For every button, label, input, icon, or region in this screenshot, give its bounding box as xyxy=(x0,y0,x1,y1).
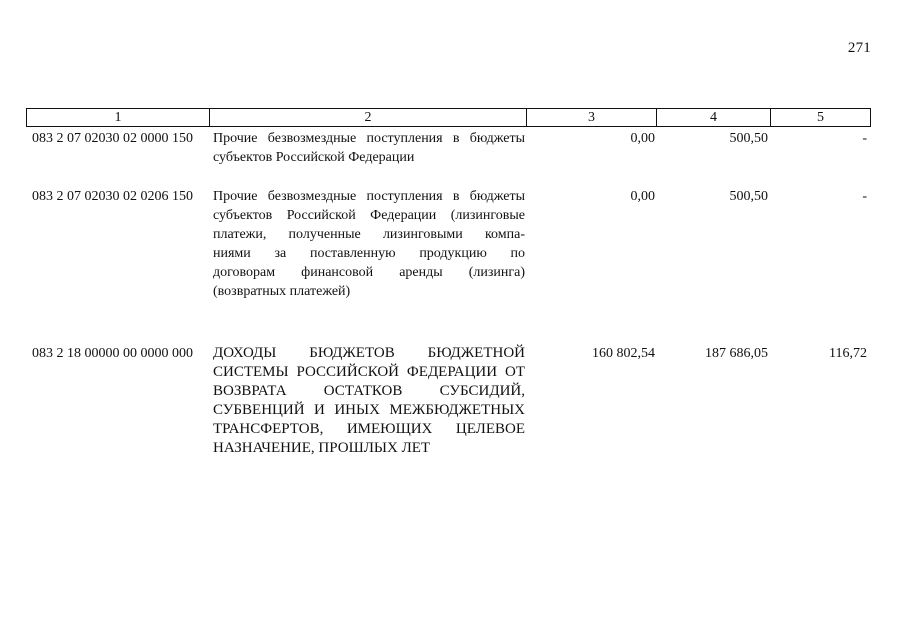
row-value-col4: 187 686,05 xyxy=(705,346,768,361)
row-name-line: ДОХОДЫ БЮДЖЕТОВ БЮДЖЕТНОЙ xyxy=(213,345,525,361)
row-code: 083 2 07 02030 02 0206 150 xyxy=(32,189,193,204)
row-name-line: ТРАНСФЕРТОВ, ИМЕЮЩИХ ЦЕЛЕВОЕ xyxy=(213,421,525,437)
row-name xyxy=(213,344,525,458)
row-name-line: ниями за поставленную продукцию по xyxy=(213,246,525,261)
row-name-line: Прочие безвозмездные поступления в бюджеты xyxy=(213,189,525,204)
header-col-5: 5 xyxy=(817,110,824,125)
row-value-col5: - xyxy=(862,131,867,146)
header-col-4: 4 xyxy=(657,109,771,126)
header-col-3: 3 xyxy=(527,109,657,126)
row-name-line: ВОЗВРАТА ОСТАТКОВ СУБСИДИЙ, xyxy=(213,383,525,399)
header-col-1: 1 xyxy=(27,109,210,126)
row-name-line: платежи, полученные лизинговыми компа- xyxy=(213,227,525,242)
row-name-line: субъектов Российской Федерации (лизинговые xyxy=(213,208,525,223)
row-value-col4: 500,50 xyxy=(729,189,768,204)
table-header xyxy=(26,108,871,127)
row-name xyxy=(213,129,525,167)
row-value-col3: 0,00 xyxy=(630,189,655,204)
row-code: 083 2 18 00000 00 0000 000 xyxy=(32,346,193,361)
row-name-line: Прочие безвозмездные поступления в бюджеты xyxy=(213,131,525,146)
row-name-line: договорам финансовой аренды (лизинга) xyxy=(213,265,525,280)
row-name-line: СИСТЕМЫ РОССИЙСКОЙ ФЕДЕРАЦИИ ОТ xyxy=(213,364,525,380)
row-value-col5: - xyxy=(862,189,867,204)
row-name-line: (возвратных платежей) xyxy=(213,284,351,299)
table-row xyxy=(26,344,871,459)
page-number: 271 xyxy=(847,40,871,56)
row-name-line: НАЗНАЧЕНИЕ, ПРОШЛЫХ ЛЕТ xyxy=(213,440,431,456)
header-col-2: 2 xyxy=(210,109,527,126)
row-value-col3: 160 802,54 xyxy=(592,346,655,361)
table-row xyxy=(26,129,871,169)
row-value-col5: 116,72 xyxy=(829,346,867,361)
table-row xyxy=(26,187,871,302)
row-code: 083 2 07 02030 02 0000 150 xyxy=(32,131,193,146)
row-name-line: субъектов Российской Федерации xyxy=(213,150,415,165)
row-name xyxy=(213,187,525,301)
row-value-col3: 0,00 xyxy=(630,131,655,146)
row-name-line: СУБВЕНЦИЙ И ИНЫХ МЕЖБЮДЖЕТНЫХ xyxy=(213,402,525,418)
row-value-col4: 500,50 xyxy=(729,131,768,146)
